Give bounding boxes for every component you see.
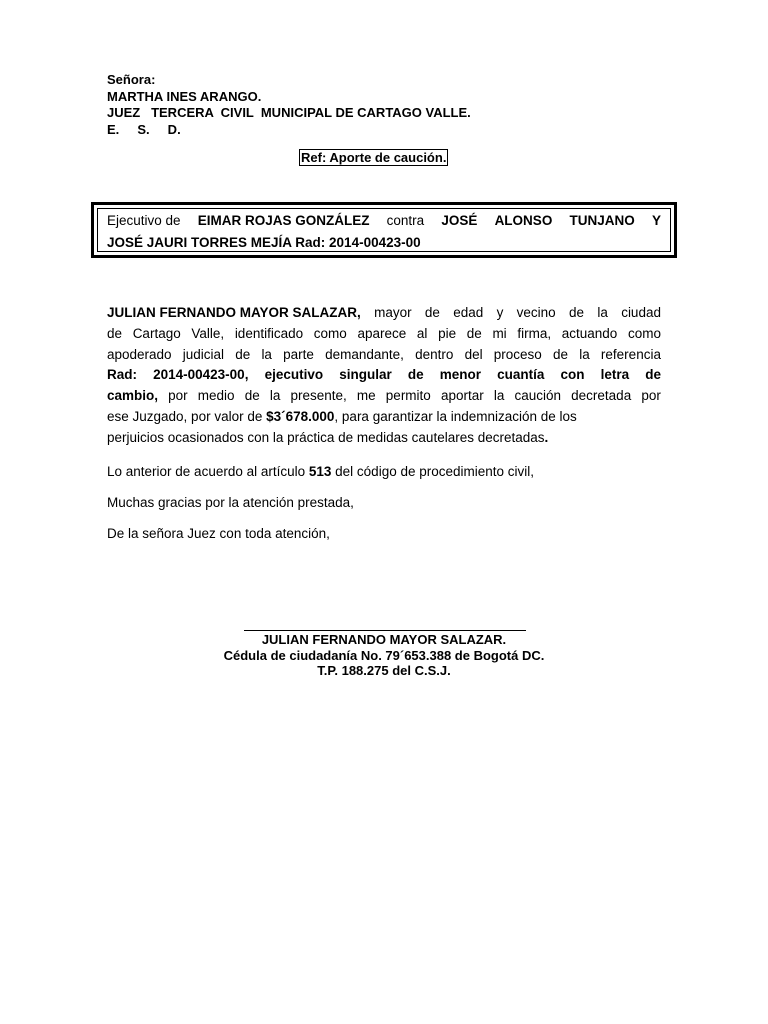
word: judicial	[182, 346, 225, 362]
text-span: Lo anterior de acuerdo al artículo	[107, 464, 309, 479]
word: de	[424, 305, 440, 320]
paragraph-line	[107, 324, 661, 345]
word: la	[269, 388, 281, 404]
defendant-word: JOSÉ	[441, 213, 478, 228]
signer-name: JULIAN FERNANDO MAYOR SALAZAR.	[261, 632, 507, 647]
word: de	[553, 346, 569, 362]
word: por	[641, 388, 661, 404]
defendant-word: TUNJANO	[569, 213, 635, 228]
word: de	[235, 346, 251, 362]
word: de	[107, 325, 123, 341]
closing-paragraph: De la señora Juez con toda atención,	[107, 526, 330, 541]
word: identificado	[234, 325, 304, 341]
case-contra: contra	[386, 213, 425, 228]
plaintiff-name: EIMAR ROJAS GONZÁLEZ	[197, 213, 370, 228]
word: y	[496, 305, 504, 320]
word: Rad:	[107, 367, 137, 383]
word: mayor	[374, 305, 412, 320]
addressee-name: MARTHA INES ARANGO.	[107, 88, 262, 104]
word: singular	[339, 367, 392, 383]
word: medio	[197, 388, 235, 404]
word: aportar	[440, 388, 484, 404]
word: Valle,	[191, 325, 225, 341]
word: la	[597, 305, 608, 320]
word: de	[645, 367, 661, 383]
word: ciudad	[621, 305, 661, 320]
paragraph-line	[107, 345, 661, 366]
word: la	[261, 346, 272, 362]
main-paragraph	[107, 303, 661, 449]
case-line-1	[107, 210, 661, 232]
word: presente,	[290, 388, 347, 404]
text-span: .	[544, 429, 549, 445]
signature-line	[244, 630, 526, 631]
defendant-word: ALONSO	[494, 213, 553, 228]
word: por	[168, 388, 188, 404]
addressee-title: JUEZ TERCERA CIVIL MUNICIPAL DE CARTAGO VALLE.	[107, 105, 471, 120]
word: caución	[514, 388, 562, 404]
word: cuantía	[497, 367, 545, 383]
thanks-paragraph: Muchas gracias por la atención prestada,	[107, 495, 354, 510]
signer-id: Cédula de ciudadanía No. 79´653.388 de Bogotá DC.	[223, 647, 545, 663]
bond-amount: $3´678.000	[266, 408, 335, 424]
signature-block	[184, 632, 584, 679]
salutation: Señora:	[107, 72, 156, 87]
word: de	[466, 325, 482, 341]
word: proceso	[493, 346, 542, 362]
addressee-esd: E. S. D.	[107, 121, 181, 137]
paragraph-line	[107, 303, 661, 324]
case-caption	[107, 210, 661, 254]
case-type: Ejecutivo de	[107, 213, 181, 228]
word: de	[569, 305, 585, 320]
word: vecino	[516, 305, 556, 320]
word: del	[464, 346, 483, 362]
word: Cartago	[132, 325, 181, 341]
text-span: perjuicios ocasionados con la práctica de medidas cautelares decretadas	[107, 429, 545, 445]
defendant-word: Y	[651, 213, 661, 228]
word: demandante,	[325, 346, 404, 362]
text-span: ese Juzgado, por valor de	[107, 408, 267, 424]
word: aparece	[357, 325, 407, 341]
word: me	[356, 388, 376, 404]
word: cambio,	[107, 388, 159, 404]
word: referencia	[600, 346, 661, 362]
word: la	[493, 388, 505, 404]
word: edad	[453, 305, 484, 320]
signer-tp: T.P. 188.275 del C.S.J.	[317, 663, 451, 678]
word: letra	[600, 367, 630, 383]
word: decretada	[571, 388, 632, 404]
paragraph-line	[107, 407, 661, 428]
word: pie	[438, 325, 457, 341]
paragraph-line	[107, 365, 661, 386]
word: de	[407, 367, 424, 383]
article-number: 513	[308, 464, 332, 479]
word: menor	[439, 367, 481, 383]
paragraph-line	[107, 428, 661, 449]
word: de	[244, 388, 260, 404]
text-span: del código de procedimiento civil,	[331, 464, 535, 479]
word: firma,	[517, 325, 552, 341]
word: ejecutivo	[264, 367, 324, 383]
word: con	[560, 367, 585, 383]
reference-line: Ref: Aporte de caución.	[301, 150, 447, 165]
word: actuando	[561, 325, 618, 341]
word: dentro	[415, 346, 454, 362]
word: al	[416, 325, 428, 341]
word: apoderado	[107, 346, 172, 362]
paragraph-line	[107, 386, 661, 407]
word: como	[313, 325, 347, 341]
word: parte	[283, 346, 314, 362]
word: como	[627, 325, 661, 341]
attorney-name: JULIAN FERNANDO MAYOR SALAZAR,	[107, 305, 361, 320]
word: 2014-00423-00,	[153, 367, 249, 383]
word: mi	[492, 325, 507, 341]
case-line-2: JOSÉ JAURI TORRES MEJÍA Rad: 2014-00423-00	[107, 235, 421, 250]
addressee-block	[107, 72, 471, 138]
text-span: , para garantizar la indemnización de los	[334, 408, 577, 424]
word: permito	[385, 388, 431, 404]
word: la	[579, 346, 590, 362]
article-paragraph	[107, 462, 534, 482]
